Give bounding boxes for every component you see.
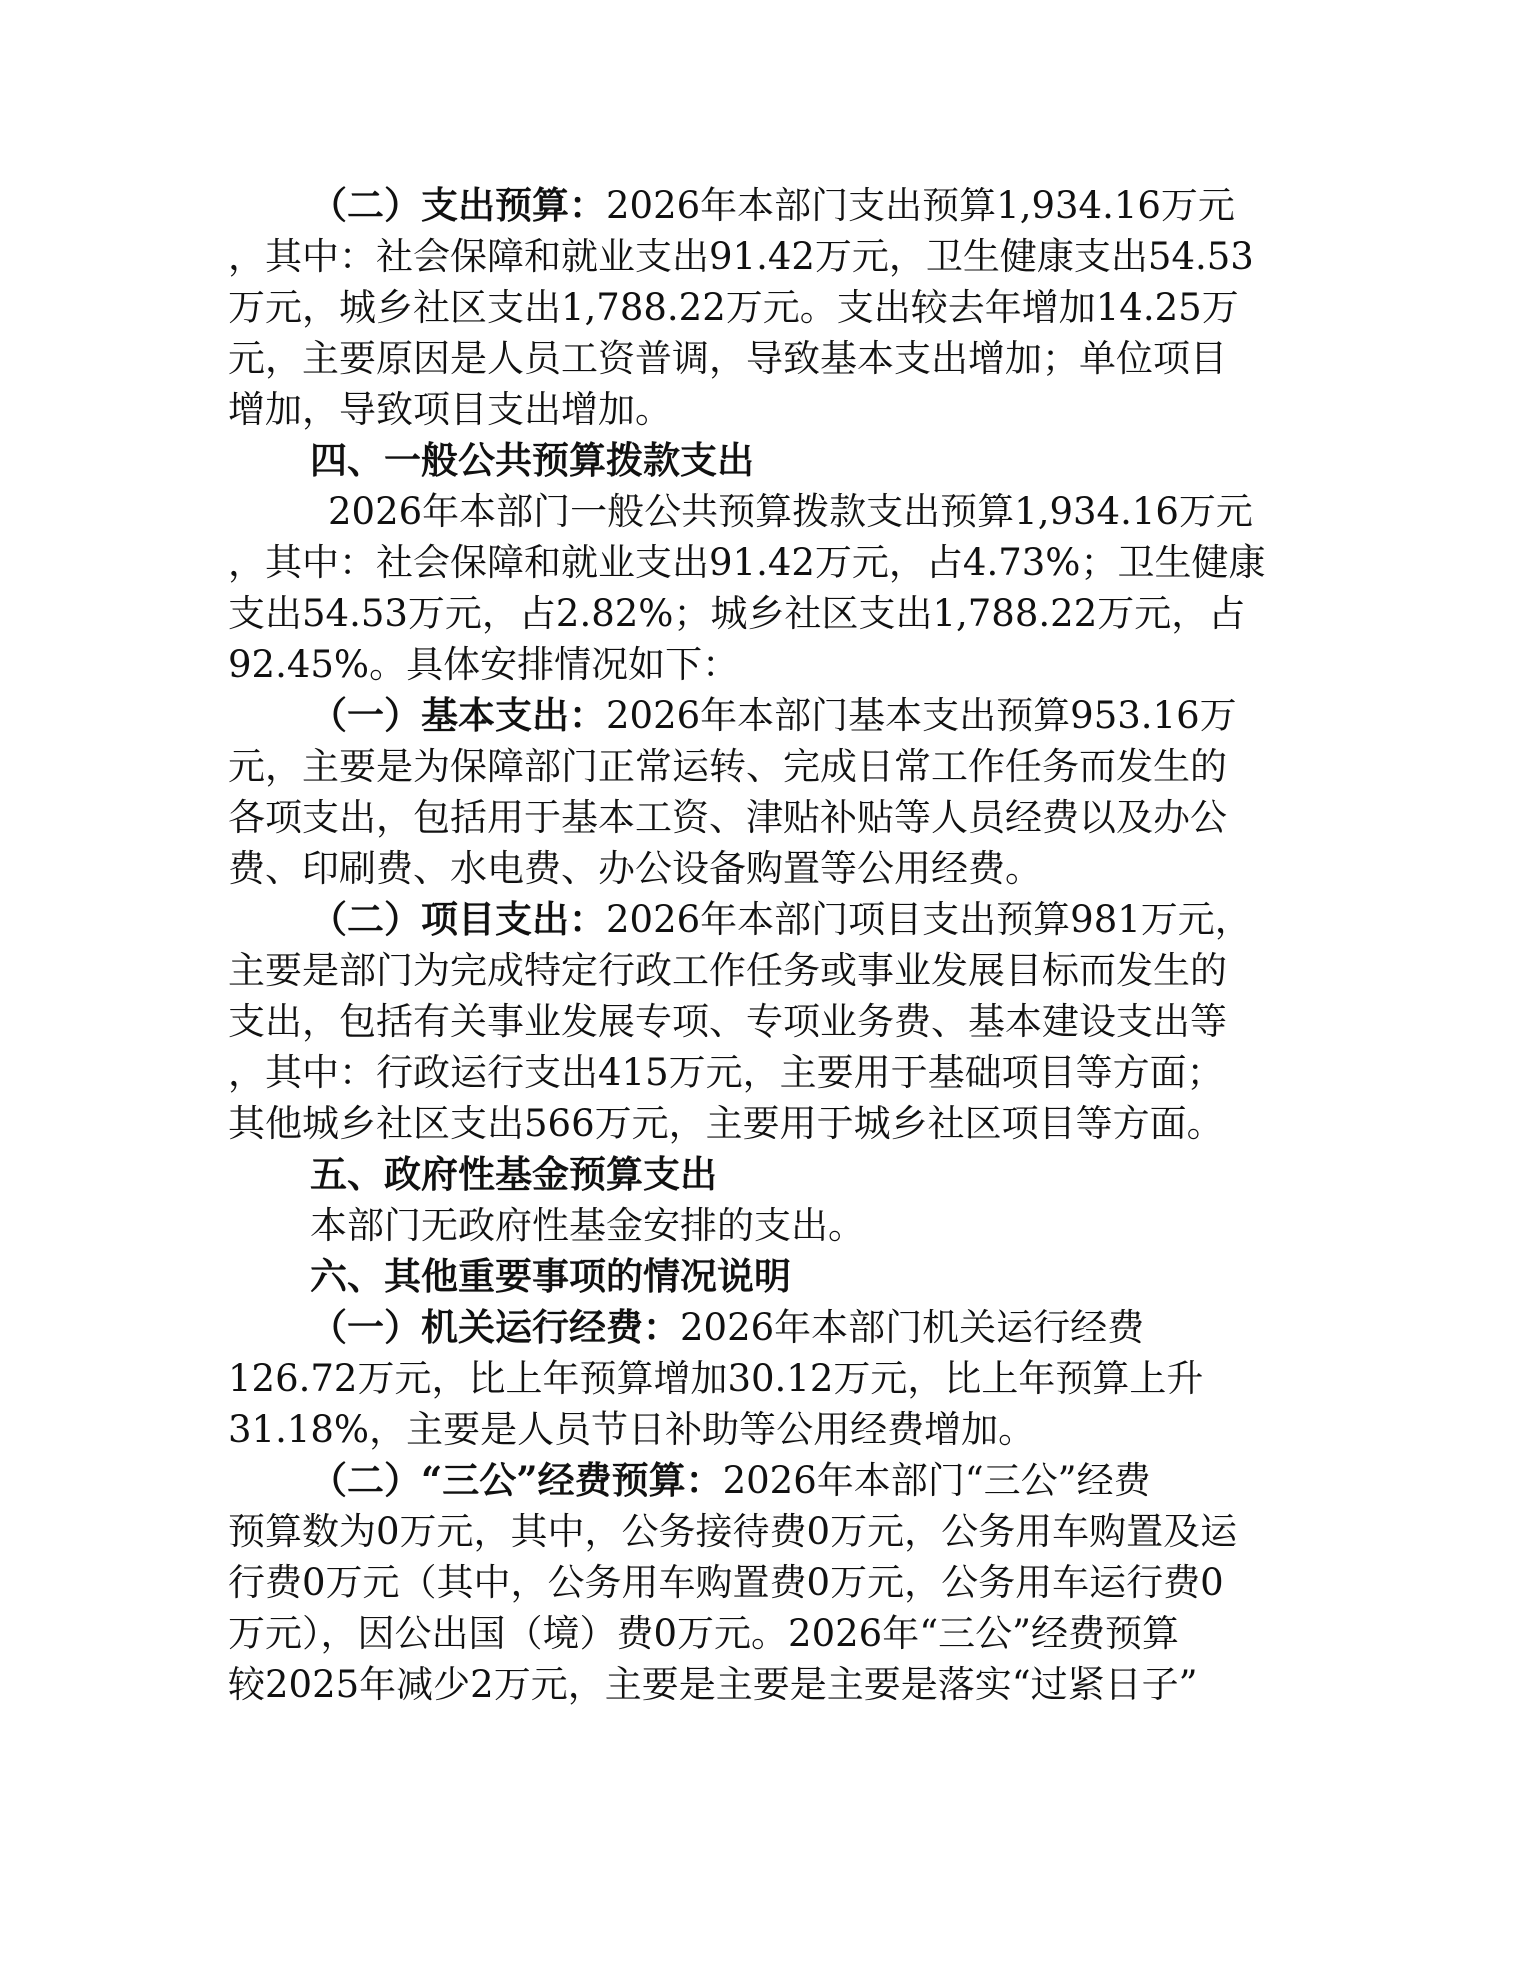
line-text: 92.45%。具体安排情况如下： — [228, 643, 740, 686]
line-text: ，其中：社会保障和就业支出91.42万元，占4.73%；卫生健康 — [228, 541, 1266, 584]
bold-heading: （二）“三公”经费预算： — [310, 1458, 723, 1502]
line-text: 其他城乡社区支出566万元，主要用于城乡社区项目等方面。 — [228, 1102, 1224, 1145]
document-body — [228, 180, 1300, 1710]
text-line — [228, 1047, 1300, 1098]
line-text: 费、印刷费、水电费、办公设备购置等公用经费。 — [228, 847, 1042, 890]
text-line — [228, 792, 1300, 843]
line-text: 2026年本部门基本支出预算953.16万 — [606, 694, 1237, 737]
bold-heading: （一）基本支出： — [310, 693, 606, 737]
text-line — [228, 384, 1300, 435]
bold-heading: 四、一般公共预算拨款支出 — [310, 438, 754, 482]
text-line — [228, 1608, 1300, 1659]
line-text: 元，主要原因是人员工资普调，导致基本支出增加；单位项目 — [228, 337, 1227, 380]
text-line — [228, 690, 1300, 741]
line-text: ，其中：行政运行支出415万元，主要用于基础项目等方面； — [228, 1051, 1224, 1094]
bold-heading: （二）项目支出： — [310, 897, 606, 941]
text-line — [228, 180, 1300, 231]
text-line — [228, 1557, 1300, 1608]
line-text: 2026年本部门支出预算1,934.16万元 — [606, 184, 1235, 227]
line-text: 2026年本部门一般公共预算拨款支出预算1,934.16万元 — [328, 490, 1253, 533]
line-text: 元，主要是为保障部门正常运转、完成日常工作任务而发生的 — [228, 745, 1227, 788]
bold-heading: （二）支出预算： — [310, 183, 606, 227]
line-text: 本部门无政府性基金安排的支出。 — [310, 1204, 865, 1247]
text-line — [228, 435, 1300, 486]
text-line — [228, 843, 1300, 894]
text-line — [228, 1659, 1300, 1710]
line-text: ，其中：社会保障和就业支出91.42万元，卫生健康支出54.53 — [228, 235, 1254, 278]
text-line — [228, 1098, 1300, 1149]
text-line — [228, 741, 1300, 792]
text-line — [228, 333, 1300, 384]
text-line — [228, 1353, 1300, 1404]
line-text: 支出54.53万元，占2.82%；城乡社区支出1,788.22万元，占 — [228, 592, 1246, 635]
line-text: 较2025年减少2万元，主要是主要是主要是落实“过紧日子” — [228, 1663, 1198, 1706]
text-line — [228, 282, 1300, 333]
text-line — [228, 486, 1300, 537]
line-text: 行费0万元（其中，公务用车购置费0万元，公务用车运行费0 — [228, 1561, 1224, 1604]
text-line — [228, 1404, 1300, 1455]
line-text: 主要是部门为完成特定行政工作任务或事业发展目标而发生的 — [228, 949, 1227, 992]
text-line — [228, 231, 1300, 282]
text-line — [228, 537, 1300, 588]
bold-heading: 五、政府性基金预算支出 — [310, 1152, 717, 1196]
text-line — [228, 1200, 1300, 1251]
line-text: 126.72万元，比上年预算增加30.12万元，比上年预算上升 — [228, 1357, 1204, 1400]
text-line — [228, 1455, 1300, 1506]
text-line — [228, 1302, 1300, 1353]
line-text: 2026年本部门项目支出预算981万元， — [606, 898, 1252, 941]
bold-heading: 六、其他重要事项的情况说明 — [310, 1254, 791, 1298]
text-line — [228, 1251, 1300, 1302]
text-line — [228, 1149, 1300, 1200]
line-text: 31.18%，主要是人员节日补助等公用经费增加。 — [228, 1408, 1036, 1451]
line-text: 万元），因公出国（境）费0万元。2026年“三公”经费预算 — [228, 1612, 1180, 1655]
line-text: 万元，城乡社区支出1,788.22万元。支出较去年增加14.25万 — [228, 286, 1239, 329]
text-line — [228, 1506, 1300, 1557]
line-text: 预算数为0万元，其中，公务接待费0万元，公务用车购置及运 — [228, 1510, 1238, 1553]
text-line — [228, 894, 1300, 945]
bold-heading: （一）机关运行经费： — [310, 1305, 680, 1349]
line-text: 2026年本部门“三公”经费 — [722, 1459, 1151, 1502]
text-line — [228, 639, 1300, 690]
text-line — [228, 945, 1300, 996]
text-line — [228, 588, 1300, 639]
line-text: 各项支出，包括用于基本工资、津贴补贴等人员经费以及办公 — [228, 796, 1227, 839]
line-text: 增加，导致项目支出增加。 — [228, 388, 672, 431]
line-text: 支出，包括有关事业发展专项、专项业务费、基本建设支出等 — [228, 1000, 1227, 1043]
line-text: 2026年本部门机关运行经费 — [680, 1306, 1145, 1349]
text-line — [228, 996, 1300, 1047]
